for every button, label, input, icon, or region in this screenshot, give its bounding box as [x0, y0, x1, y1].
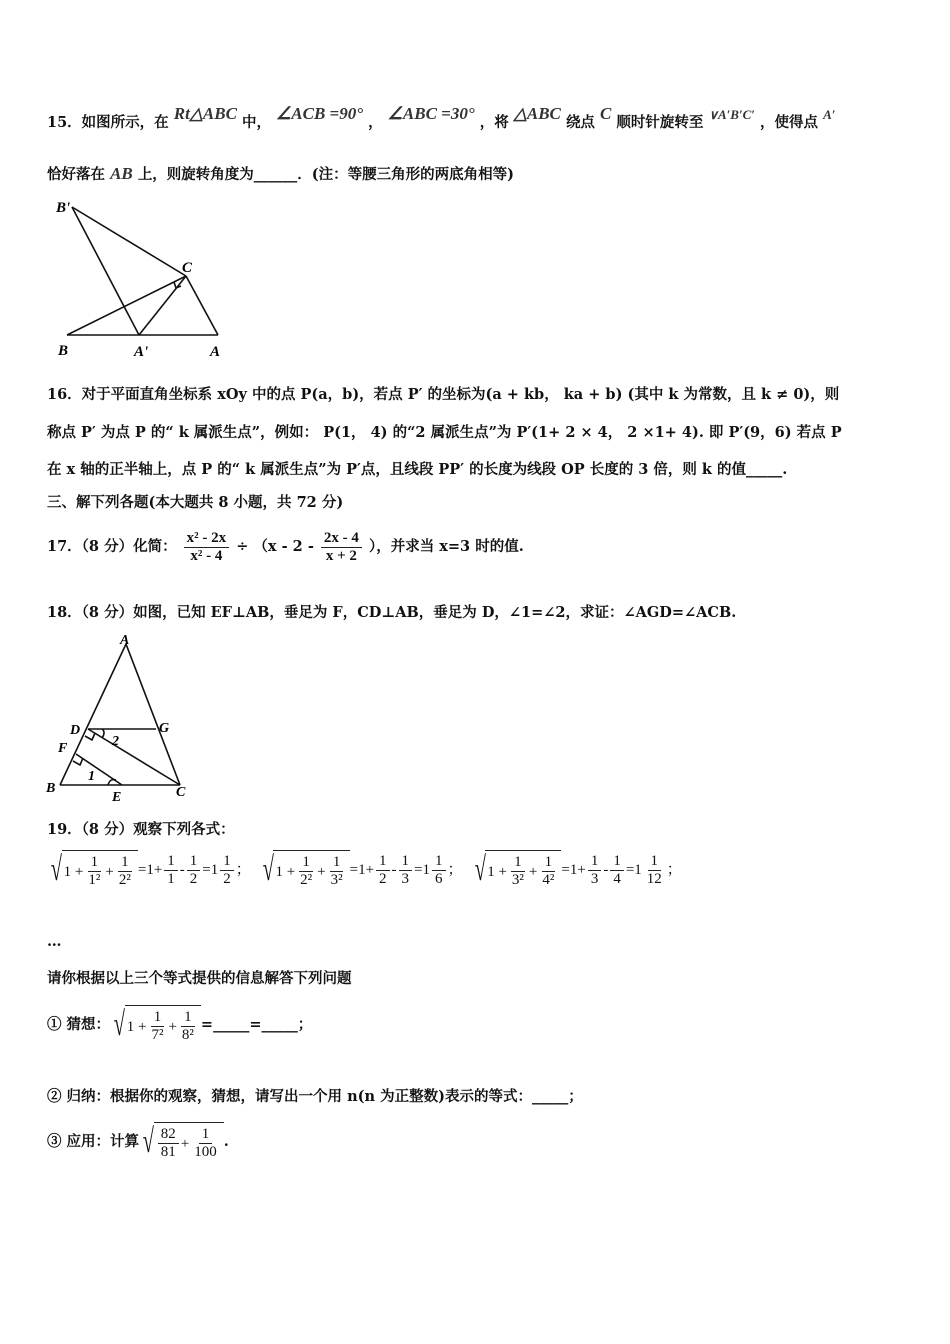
q15-text: 绕点: [565, 114, 595, 131]
q15-math-angle-abc: ∠ABC =30°: [387, 104, 475, 123]
q17-fraction-1: [184, 530, 230, 565]
q15-label-bprime: B': [56, 200, 71, 216]
q19-eq1-den2: 2²: [118, 872, 131, 888]
q19-eq3-resn: 1: [648, 853, 662, 871]
q18-angle-2-arc: [102, 729, 104, 738]
q19-p3-b-den: 100: [194, 1144, 217, 1160]
q17-f2-numerator: 2x - 4: [321, 530, 362, 548]
q19-part2: ② 归纳：根据你的观察，猜想，请写出一个用 n(n 为正整数)表示的等式：_____；: [47, 1088, 583, 1105]
q19-eq2-resn: 1: [432, 853, 446, 871]
q15-label-c: C: [182, 260, 193, 276]
q19-eq1-r2: 1: [167, 870, 175, 887]
q17-prefix: 17．（8 分）化简：: [47, 538, 177, 555]
q19-eq1-den1: 1²: [88, 872, 101, 888]
q17-f2-denominator: x + 2: [325, 547, 357, 564]
q15-figure: [50, 198, 240, 364]
q19-eq1-resn: 1: [220, 853, 234, 871]
q19-eq2-resd: 6: [435, 870, 443, 887]
q17-f1-numerator: x² - 2x: [184, 530, 230, 548]
q15-seg-bpc: [72, 207, 186, 276]
q17-fraction-2: [321, 530, 362, 565]
q18-label-1: 1: [88, 769, 95, 784]
q18-label-d: D: [70, 723, 81, 738]
q18-label-b: B: [46, 781, 56, 796]
q15-text: 中，: [241, 114, 271, 131]
q15-math-abc: △ABC: [513, 104, 561, 123]
q18-figure: [42, 630, 202, 806]
q15-label-b: B: [58, 343, 69, 359]
q18-line: 18．（8 分）如图，已知 EF⊥AB，垂足为 F，CD⊥AB，垂足为 D，∠1=∠2，求证：∠AGD=∠ACB.: [47, 604, 737, 621]
q19-eq2-den2: 3²: [330, 872, 343, 888]
q15-text: ，使得点: [760, 114, 819, 131]
q19-eq1-rhs: =1+: [137, 862, 163, 878]
q18-seg-ac: [126, 644, 180, 785]
q19-p3-sqrt: √ $\frac{82}{81}$ + $\frac{1}{100}$: [139, 1122, 224, 1162]
q19-eq1-num: 1: [88, 854, 102, 872]
q15-math-aprime: A′: [823, 107, 836, 122]
q19-eq1-resd: 2: [223, 870, 231, 887]
q18-seg-ab: [60, 644, 126, 785]
q19-p3-b-num: 1: [199, 1126, 213, 1144]
q19-eq2-r2: 3: [401, 870, 410, 887]
q19-eq3-r1: 3: [590, 870, 599, 887]
q15-label-a: A: [210, 344, 221, 360]
q18-label-f: F: [58, 741, 68, 756]
q17-mid: （x - 2 -: [253, 538, 314, 555]
q15-math-rotated: ∨A′B′C′: [708, 107, 755, 122]
q19-p1-sqrt: √ 1 + $\frac{1}{\text{7²}}$ + $\frac{1}{\text{8²}}$: [110, 1005, 201, 1045]
q19-p3-tail: .: [223, 1133, 229, 1150]
q17-f1-denominator: x² - 4: [190, 547, 223, 564]
q19-eq3-r2: 4: [613, 870, 621, 887]
q18-label-a: A: [120, 633, 130, 648]
q19-part1: [47, 1005, 312, 1045]
q19-eq1-num2: 1: [118, 854, 132, 872]
q15-math-triangle: Rt△ABC: [173, 104, 237, 123]
q18-right-angle-f: [73, 758, 83, 765]
q19-eq3-resd: 12: [646, 870, 662, 887]
q19-p1-den2: 8²: [181, 1027, 194, 1043]
q19-eq2-r1: 2: [379, 870, 387, 887]
q19-p1-tail: =_____=_____；: [200, 1016, 313, 1033]
q19-eq1-int: =1: [202, 862, 219, 878]
q15-line1: [47, 104, 836, 133]
q19-eq3-den1: 3²: [511, 872, 524, 888]
q15-math-c: C: [600, 104, 612, 123]
q15-prefix: 15．如图所示，在: [47, 114, 169, 131]
q15-seg-ca: [186, 276, 218, 335]
q19-eq1-r3: 2: [189, 870, 198, 887]
q16-line3: 在 x 轴的正半轴上，点 P 的“ k 属派生点”为 P′点，且线段 PP′ 的长度为线段 OP 长度的 3 倍，则 k 的值_____.: [47, 461, 788, 478]
q19-heading: 19．（8 分）观察下列各式：: [47, 821, 235, 838]
q19-eq3-den2: 4²: [542, 872, 555, 888]
q15-text: 上，则旋转角度为______．(注：等腰三角形的两底角相等): [137, 166, 515, 183]
q17-divide: ÷: [236, 538, 249, 555]
q15-line2: [47, 164, 514, 185]
q19-eq2-sqrt: √ 1 + $\frac{1}{\text{2²}}$ + $\frac{1}{\text{3²}}$: [259, 850, 350, 890]
q15-text: 恰好落在: [47, 166, 105, 183]
q18-label-g: G: [159, 721, 170, 736]
q15-math-angle-acb: ∠ACB =90°: [276, 104, 364, 123]
q19-p3-a-den: 81: [160, 1144, 176, 1160]
q15-text: 顺时针旋转至: [616, 114, 704, 131]
q18-label-c: C: [176, 785, 186, 800]
q19-ellipsis: …: [47, 933, 62, 950]
q19-p1-den1: 7²: [151, 1027, 164, 1043]
q19-eq3-sqrt: √ 1 + $\frac{1}{\text{3²}}$ + $\frac{1}{\text{4²}}$: [471, 850, 562, 890]
q19-instruction: 请你根据以上三个等式提供的信息解答下列问题: [47, 970, 352, 987]
q15-seg-cap: [139, 276, 186, 335]
q19-eq1-sqrt: √ 1 + $\frac{1}{\text{1²}}$ + $\frac{1}{\text{2²}}$: [47, 850, 138, 890]
q19-eq2-int: =1: [414, 862, 431, 878]
q17-line: [47, 525, 524, 569]
q18-label-e: E: [112, 790, 122, 805]
q18-right-angle-d: [85, 733, 95, 740]
q18-label-2: 2: [112, 734, 119, 749]
q19-p1-label: ① 猜想：: [47, 1016, 111, 1033]
q16-line2: 称点 P′ 为点 P 的“ k 属派生点”，例如： P(1， 4) 的“2 属派生点”为 P′(1+ 2 × 4， 2 ×1+ 4). 即 P′(9，6) 若点 P: [47, 424, 842, 441]
q19-eq3-rhs: =1+: [561, 862, 586, 878]
q19-eq3-int: =1: [625, 862, 642, 878]
q15-seg-bc: [67, 276, 186, 335]
q19-p3-a-num: 82: [158, 1126, 179, 1144]
q15-text: ，: [368, 114, 383, 131]
q18-angle-1-arc: [108, 780, 116, 785]
q19-eq2-rhs: =1+: [349, 862, 375, 878]
section-3-heading: 三、解下列各题(本大题共 8 小题，共 72 分): [47, 494, 344, 511]
q19-p3-label: ③ 应用：计算: [47, 1133, 140, 1150]
q15-math-ab: AB: [110, 164, 133, 183]
q19-part3: [47, 1122, 229, 1162]
q19-equations: √ 1 + $\frac{1}{\text{1²}}$ + $\frac{1}{\text{2²}}$ =1+ $\frac{1}{1}$ - $\frac{1}{2}$ =1 $\frac{1}{2}$ ； √ 1 + $\frac{1}{\text{2²}}$ + $\frac{1}{\text{3²}}$ =1+ $\frac{1}{2}$ - $\frac{1}{3}$ =1 $\frac{1}{6}$ ； √ 1 + $\frac{1}{\text{3²}}$ + $\frac{1}{\text{4²}}$ =1+ $\frac{1}{3}$ - $\frac{1}{4}$ =1 $\frac{1}{12}$ ；: [47, 850, 682, 890]
q17-suffix: ），并求当 x=3 时的值.: [368, 538, 524, 555]
q15-label-aprime: A': [134, 344, 149, 360]
q19-eq2-den1: 2²: [300, 872, 313, 888]
q16-line1: 16．对于平面直角坐标系 xOy 中的点 P(a，b)，若点 P′ 的坐标为(a + kb， ka + b) (其中 k 为常数，且 k ≠ 0)，则: [47, 386, 840, 403]
q15-text: ，将: [479, 114, 509, 131]
